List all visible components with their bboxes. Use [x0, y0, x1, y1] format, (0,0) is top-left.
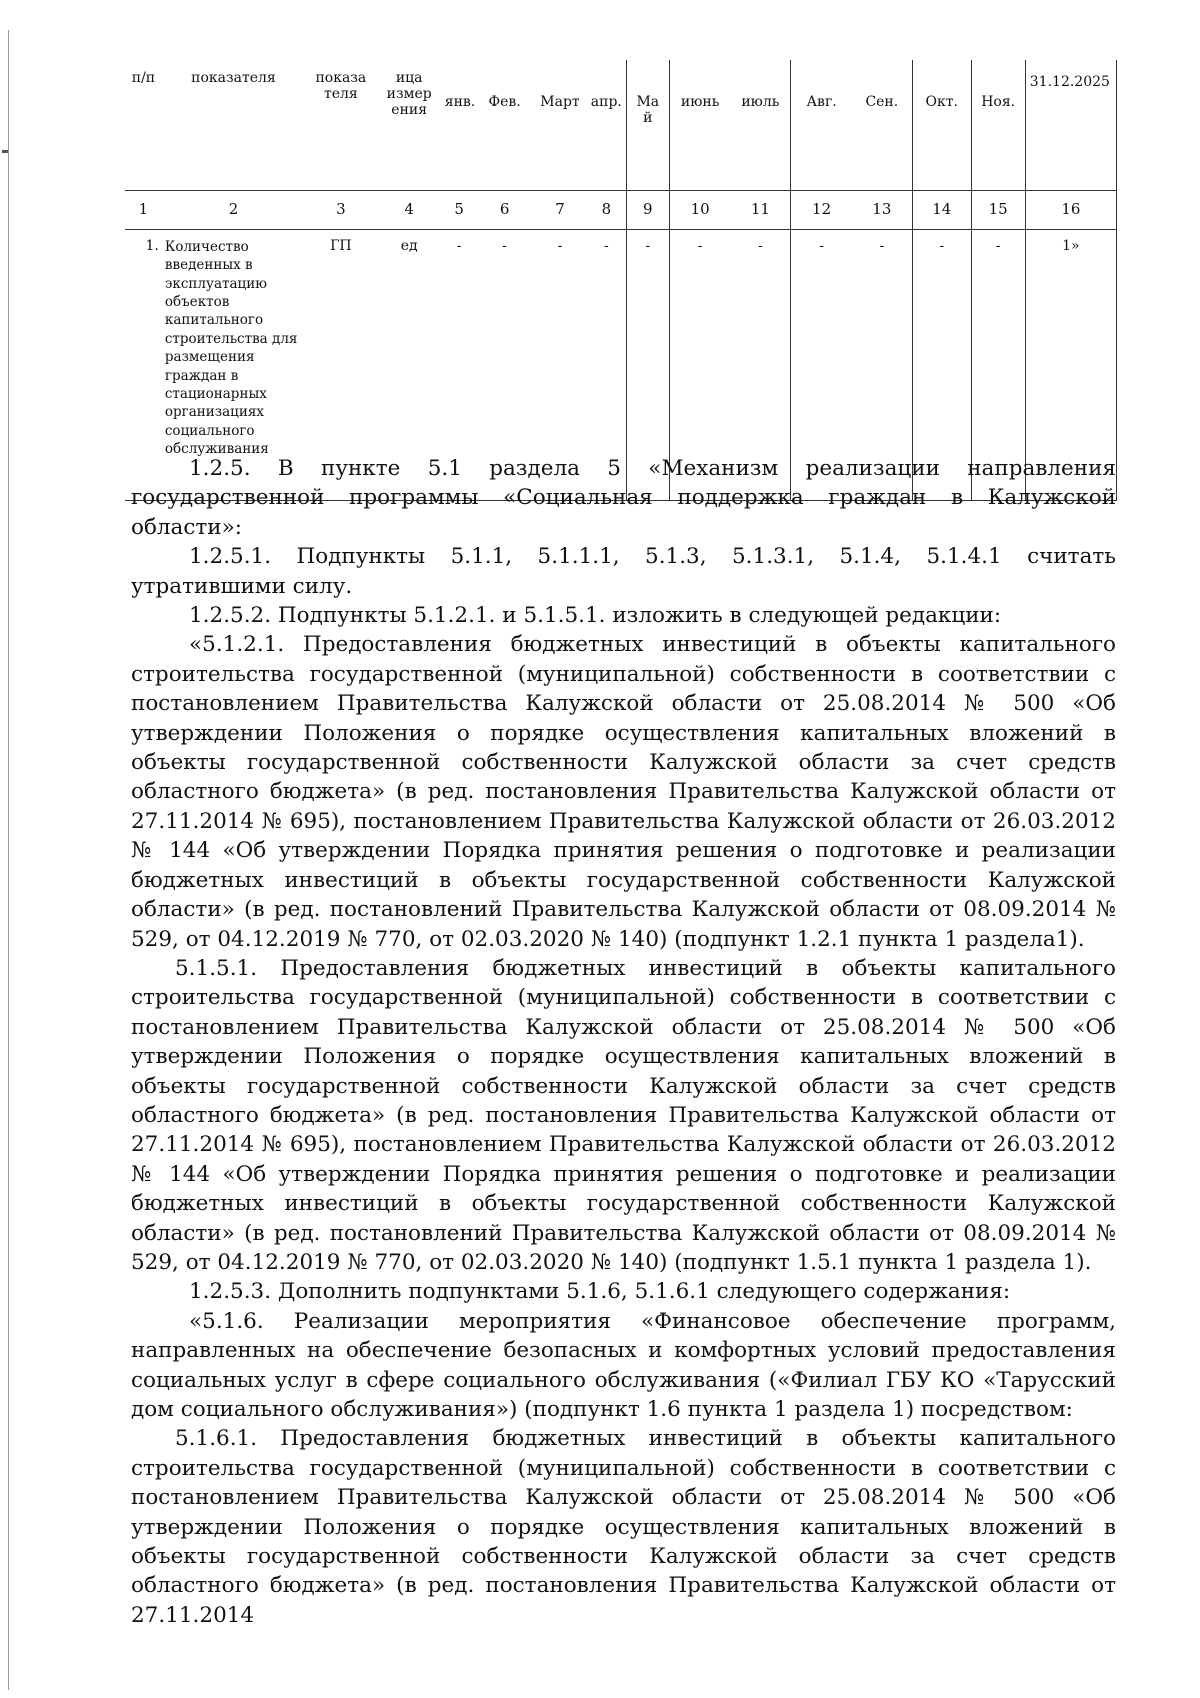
- column-number: 5: [454, 200, 464, 219]
- column-number-row: [125, 191, 1117, 230]
- row-month-value: -: [502, 238, 507, 254]
- header-month: апр.: [590, 94, 622, 110]
- header-month: Окт.: [912, 60, 971, 191]
- header-month: Ноя.: [971, 60, 1025, 191]
- scan-edge-line: [8, 30, 9, 1690]
- column-number: 3: [336, 200, 346, 219]
- document-body: [131, 454, 1116, 1630]
- scan-edge-mark: [2, 150, 8, 153]
- paragraph-5-1-5-1: 5.1.5.1. Предоставления бюджетных инвестиций в объекты капитального строительства государственной (муниципальной) собственности в соответствии с постановлением Правительства Калужской области от 25.08.2014 № 500 «Об утверждении Положения о порядке осуществления капитальных вложений в объекты государственной собственности Калужской области за счет средств областного бюджета» (в ред. постановления Правительства Калужской области от 27.11.2014 № 695), постановлением Правительства Калужской области от 26.03.2012 № 144 «Об утверждении Порядка принятия решения о подготовке и реализации бюджетных инвестиций в объекты государственной собственности Калужской области» (в ред. постановлений Правительства Калужской области от 08.09.2014 № 529, от 04.12.2019 № 770, от 02.03.2020 № 140) (подпункт 1.5.1 пункта 1 раздела 1).: [131, 955, 1116, 1275]
- column-number: 15: [971, 191, 1025, 230]
- row-month-value: -: [912, 230, 971, 501]
- column-number: 2: [228, 200, 239, 219]
- column-number: 7: [555, 200, 565, 219]
- header-month: Ма й: [626, 60, 669, 191]
- row-month-value: -: [603, 238, 609, 254]
- paragraph-1-2-5-2: 1.2.5.2. Подпункты 5.1.2.1. и 5.1.5.1. изложить в следующей редакции:: [189, 603, 1002, 629]
- table-header-row: [125, 60, 1117, 191]
- row-month-value: -: [879, 238, 885, 254]
- column-number: 8: [601, 200, 612, 219]
- column-number: 1: [138, 200, 149, 219]
- column-number: 11: [750, 200, 770, 219]
- paragraph-1-2-5-3: 1.2.5.3. Дополнить подпунктами 5.1.6, 5.1.6.1 следующего содержания:: [189, 1279, 1011, 1305]
- row-num: 1.: [145, 238, 159, 254]
- paragraph-1-2-5-1: 1.2.5.1. Подпункты 5.1.1, 5.1.1.1, 5.1.3, 5.1.3.1, 5.1.4, 5.1.4.1 считать утратившими силу.: [131, 544, 1116, 599]
- column-number: 6: [499, 200, 510, 219]
- row-month-value: -: [626, 230, 669, 501]
- row-month-value: -: [971, 230, 1025, 501]
- row-month-value: -: [758, 238, 763, 254]
- header-month: июль: [741, 94, 780, 110]
- column-number: 9: [626, 191, 669, 230]
- column-number: 16: [1025, 191, 1116, 230]
- header-final-date: 31.12.2025: [1025, 60, 1116, 191]
- header-month: Сен.: [865, 94, 899, 110]
- header-num: п/п: [131, 70, 156, 86]
- row-month-value: -: [670, 230, 731, 501]
- row-final-value: 1»: [1025, 230, 1116, 501]
- paragraph-5-1-2-1: «5.1.2.1. Предоставления бюджетных инвестиций в объекты капитального строительства государственной (муниципальной) собственности в соответствии с постановлением Правительства Калужской области от 25.08.2014 № 500 «Об утверждении Положения о порядке осуществления капитальных вложений в объекты государственной собственности Калужской области за счет средств областного бюджета» (в ред. постановления Правительства Калужской области от 27.11.2014 № 695), постановлением Правительства Калужской области от 26.03.2012 № 144 «Об утверждении Порядка принятия решения о подготовке и реализации бюджетных инвестиций в объекты государственной собственности Калужской области» (в ред. постановлений Правительства Калужской области от 08.09.2014 № 529, от 04.12.2019 № 770, от 02.03.2020 № 140) (подпункт 1.2.1 пункта 1 раздела1).: [131, 632, 1116, 952]
- column-number: 4: [404, 200, 414, 219]
- column-number: 13: [872, 200, 892, 219]
- header-unit: ица измер ения: [386, 70, 432, 119]
- header-month: Март: [540, 94, 580, 110]
- row-month-value: -: [791, 230, 852, 501]
- header-type: показа теля: [315, 70, 367, 103]
- row-month-value: -: [456, 238, 462, 254]
- paragraph-5-1-6: «5.1.6. Реализации мероприятия «Финансовое обеспечение программ, направленных на обеспечение безопасных и комфортных условий предоставления социальных услуг в сфере социального обслуживания («Филиал ГБУ КО «Тарусский дом социального обслуживания») (подпункт 1.6 пункта 1 раздела 1) посредством:: [131, 1308, 1116, 1422]
- paragraph-1-2-5: 1.2.5. В пункте 5.1 раздела 5 «Механизм реализации направления государственной программы «Социальная поддержка граждан в Калужской области»:: [131, 456, 1116, 540]
- column-number: 12: [791, 191, 852, 230]
- header-month: Фев.: [488, 94, 521, 110]
- header-month: июнь: [670, 60, 731, 191]
- column-number: 14: [912, 191, 971, 230]
- row-month-value: -: [557, 238, 563, 254]
- column-number: 10: [670, 191, 731, 230]
- row-type: ГП: [330, 238, 352, 254]
- indicator-table: [125, 60, 1117, 501]
- header-month: Авг.: [791, 60, 852, 191]
- header-name: показателя: [191, 70, 276, 86]
- paragraph-5-1-6-1: 5.1.6.1. Предоставления бюджетных инвестиций в объекты капитального строительства государственной (муниципальной) собственности в соответствии с постановлением Правительства Калужской области от 25.08.2014 № 500 «Об утверждении Положения о порядке осуществления капитальных вложений в объекты государственной собственности Калужской области за счет средств областного бюджета» (в ред. постановления Правительства Калужской области от 27.11.2014: [131, 1426, 1116, 1628]
- row-indicator-name: Количество введенных в эксплуатацию объектов капитального строительства для размещения граждан в стационарных организациях социального обслуживания: [164, 239, 298, 457]
- indicator-table-wrapper: [125, 60, 1117, 501]
- header-month: янв.: [444, 94, 476, 110]
- row-unit: ед: [400, 238, 418, 254]
